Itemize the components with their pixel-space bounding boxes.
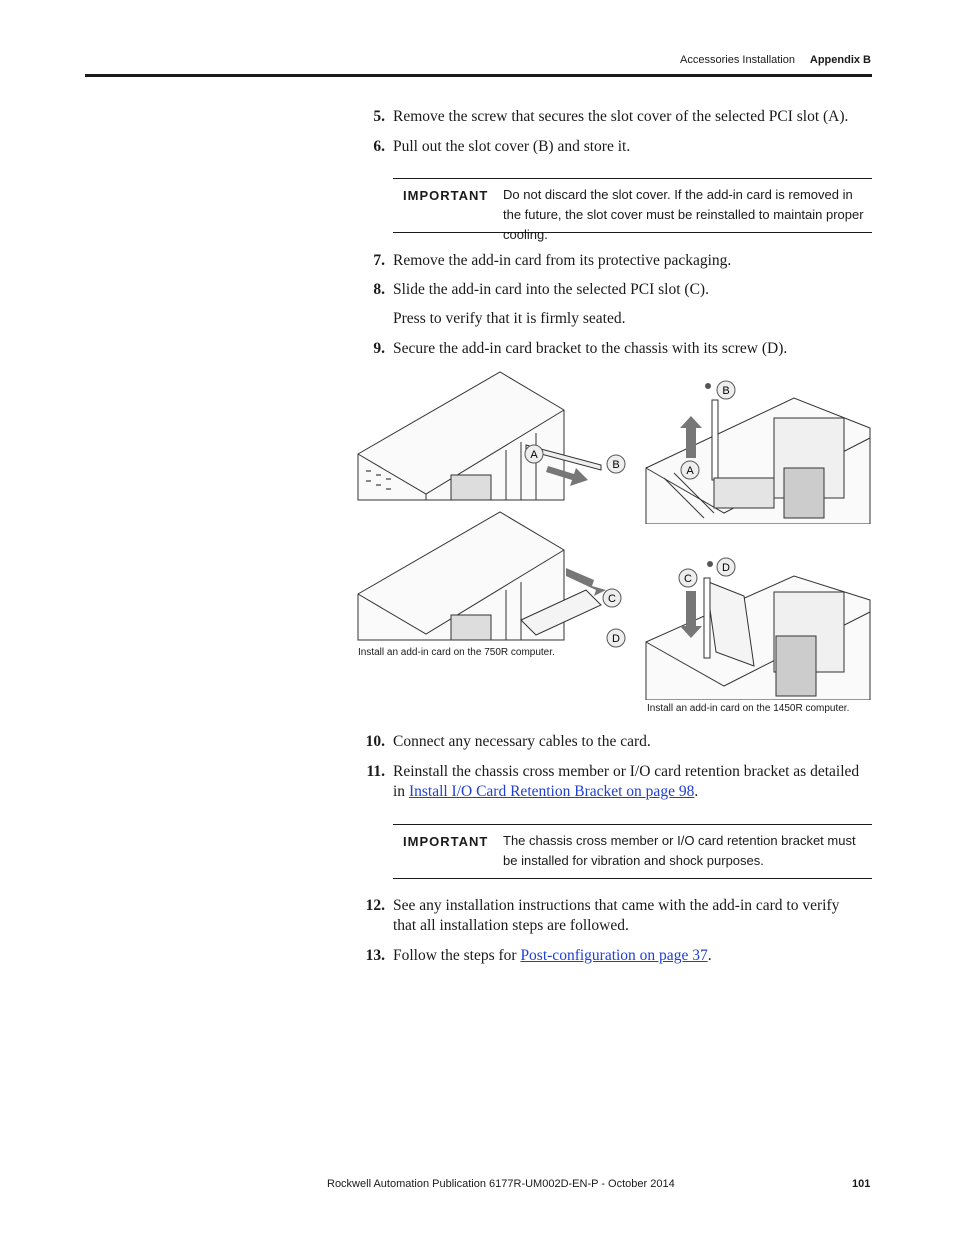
callout-d: D <box>722 562 730 574</box>
callout-b: B <box>722 385 730 397</box>
step-text: See any installation instructions that came with the add-in card to verify that all installation steps are followed. <box>393 897 840 934</box>
step-number: 7. <box>373 252 385 269</box>
important-note <box>393 824 872 879</box>
figure-1450r-remove-cover <box>644 378 872 524</box>
link-post-configuration[interactable]: Post-configuration on page 37 <box>520 947 708 964</box>
important-text: Do not discard the slot cover. If the add-in card is removed in the future, the slot cover must be reinstalled to maintain proper cooling. <box>503 187 864 242</box>
step-text: Follow the steps for Post-configuration on page 37. <box>393 947 712 964</box>
step-number: 8. <box>373 281 385 298</box>
important-label: IMPORTANT <box>403 188 489 203</box>
callout-a: A <box>686 465 694 477</box>
step-number: 6. <box>373 138 385 155</box>
step-text: Remove the add-in card from its protective packaging. <box>393 252 732 269</box>
important-label: IMPORTANT <box>403 834 489 849</box>
caption-750r: Install an add-in card on the 750R computer. <box>358 647 555 658</box>
figure-750r-remove-cover <box>356 370 636 502</box>
step-text: Secure the add-in card bracket to the chassis with its screw (D). <box>393 340 788 357</box>
callout-d: D <box>612 633 620 645</box>
step-text: Reinstall the chassis cross member or I/O card retention bracket as detailed in Install I/O Card Retention Bracket on page 98. <box>393 763 860 800</box>
step-text: Slide the add-in card into the selected PCI slot (C). <box>393 281 709 298</box>
callout-c: C <box>684 573 692 585</box>
step-number: 12. <box>365 897 385 914</box>
header-rule <box>85 74 872 77</box>
step-12 <box>335 896 865 936</box>
figure-750r-insert-card <box>356 510 636 650</box>
caption-1450r: Install an add-in card on the 1450R computer. <box>647 703 850 714</box>
step-text: Connect any necessary cables to the card. <box>393 733 651 750</box>
important-text: The chassis cross member or I/O card retention bracket must be installed for vibration and shock purposes. <box>503 833 856 868</box>
step-text: Remove the screw that secures the slot cover of the selected PCI slot (A). <box>393 108 849 125</box>
callout-b: B <box>612 459 620 471</box>
step-text: Pull out the slot cover (B) and store it. <box>393 138 631 155</box>
step-number: 13. <box>365 947 385 964</box>
step-number: 5. <box>373 108 385 125</box>
callout-c: C <box>608 593 616 605</box>
footer-publication: Rockwell Automation Publication 6177R-UM002D-EN-P - October 2014 <box>327 1178 675 1190</box>
step-number: 10. <box>365 733 385 750</box>
important-note <box>393 178 872 242</box>
running-header-appendix: Appendix B <box>809 54 871 66</box>
link-install-retention-bracket[interactable]: Install I/O Card Retention Bracket on page 98 <box>408 783 695 800</box>
figure-1450r-insert-card <box>644 556 872 700</box>
step-number: 9. <box>373 340 385 357</box>
step-11 <box>335 762 865 802</box>
callout-a: A <box>530 449 538 461</box>
page-number: 101 <box>852 1178 871 1190</box>
running-header-section: Accessories Installation <box>680 54 795 66</box>
press-instruction: Press to verify that it is firmly seated. <box>393 310 626 327</box>
step-number: 11. <box>366 763 385 780</box>
